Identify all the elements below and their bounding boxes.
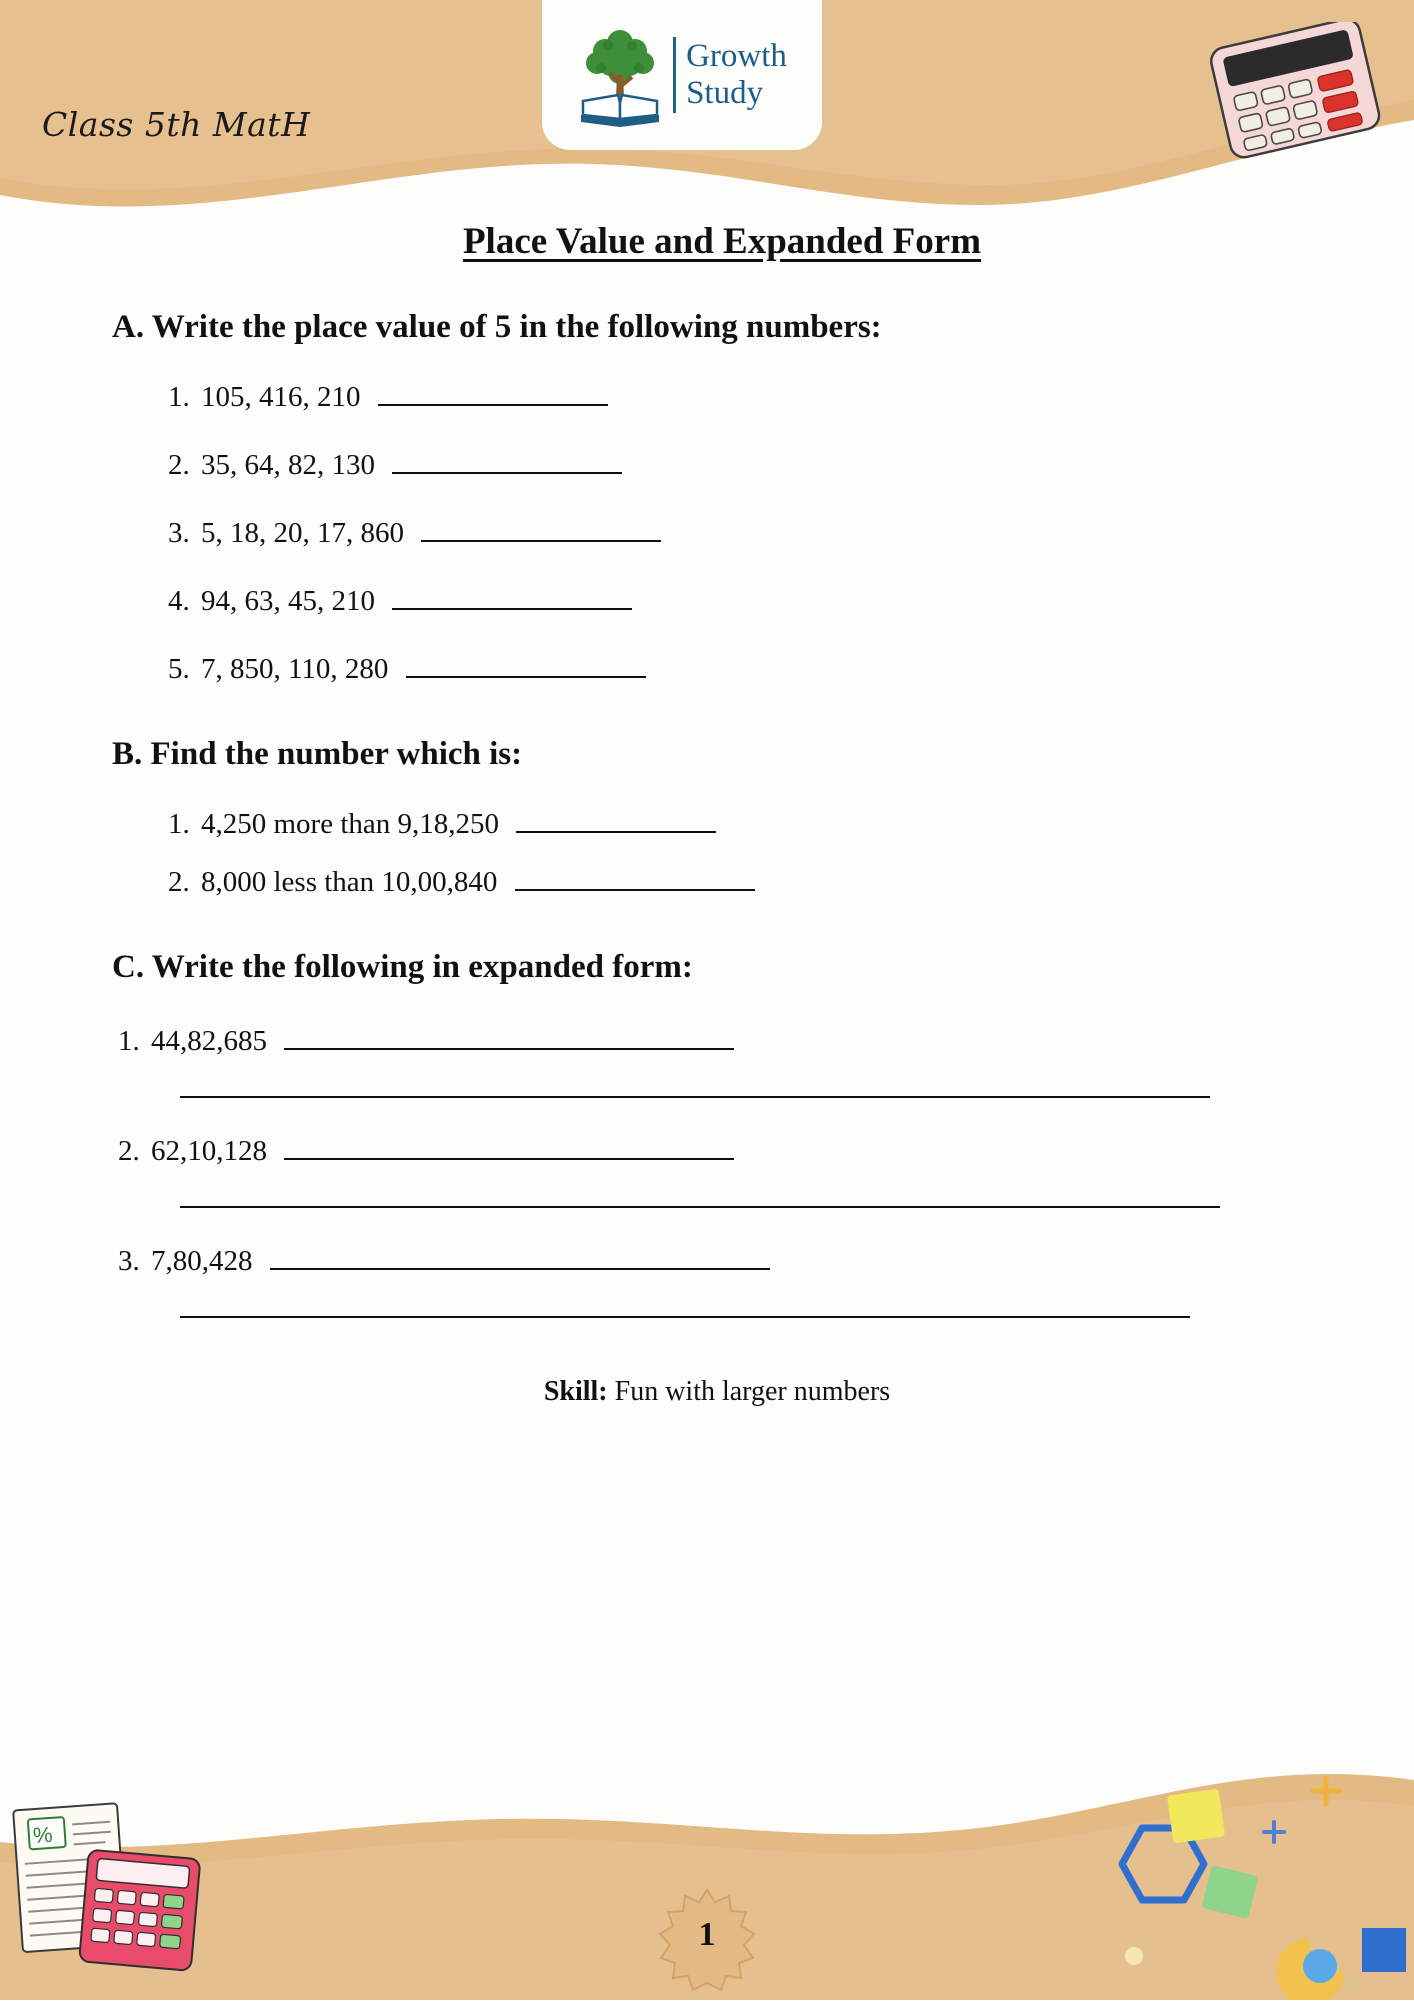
question-a5-number: 5. bbox=[168, 653, 190, 685]
section-a-heading: A. Write the place value of 5 in the following numbers: bbox=[112, 309, 882, 345]
question-b2-text: 8,000 less than 10,00,840 bbox=[201, 866, 498, 898]
section-b-questions bbox=[0, 807, 1414, 899]
question-c3-number: 3. bbox=[118, 1245, 140, 1277]
brand-line-1: Growth bbox=[686, 38, 787, 75]
question-a4 bbox=[168, 584, 1414, 618]
answer-blank-a3[interactable] bbox=[421, 516, 661, 542]
answer-blank-b1[interactable] bbox=[516, 807, 716, 833]
answer-blank-b2[interactable] bbox=[515, 865, 755, 891]
section-a bbox=[0, 309, 1414, 686]
calculator-notepad-icon bbox=[10, 1788, 215, 1978]
question-b1-text: 4,250 more than 9,18,250 bbox=[201, 808, 500, 840]
answer-blank-c3[interactable] bbox=[270, 1244, 770, 1270]
question-b1 bbox=[168, 807, 1414, 841]
question-c1 bbox=[118, 1024, 1414, 1058]
answer-blank-a1[interactable] bbox=[378, 380, 608, 406]
calculator-icon bbox=[1202, 22, 1392, 162]
page-number-badge bbox=[655, 1888, 759, 1992]
question-a3-number: 3. bbox=[168, 517, 190, 549]
question-c2-text: 62,10,128 bbox=[151, 1135, 267, 1167]
question-c2 bbox=[118, 1134, 1414, 1168]
question-c3-text: 7,80,428 bbox=[151, 1245, 253, 1277]
question-a5-text: 7, 850, 110, 280 bbox=[201, 653, 389, 685]
brand-name bbox=[686, 38, 787, 112]
question-b2-number: 2. bbox=[168, 866, 190, 898]
question-a1-number: 1. bbox=[168, 381, 190, 413]
page-title: Place Value and Expanded Form bbox=[462, 221, 982, 262]
question-c3 bbox=[118, 1244, 1414, 1278]
skill-line bbox=[0, 1376, 1414, 1408]
skill-text: Fun with larger numbers bbox=[614, 1376, 891, 1407]
question-a3 bbox=[168, 516, 1414, 550]
brand-line-2: Study bbox=[686, 75, 764, 111]
answer-blank-c1[interactable] bbox=[284, 1024, 734, 1050]
worksheet-content bbox=[0, 196, 1414, 1408]
answer-rule-c2[interactable] bbox=[180, 1206, 1220, 1208]
section-b bbox=[0, 736, 1414, 899]
page-number: 1 bbox=[698, 1916, 716, 1953]
svg-text:%: % bbox=[32, 1821, 54, 1849]
geometry-shapes-icon bbox=[1114, 1770, 1414, 2000]
question-c1-number: 1. bbox=[118, 1025, 140, 1057]
brand-divider bbox=[673, 37, 676, 113]
answer-rule-c1[interactable] bbox=[180, 1096, 1210, 1098]
section-c-heading: C. Write the following in expanded form: bbox=[112, 949, 693, 985]
question-a2-number: 2. bbox=[168, 449, 190, 481]
question-a2 bbox=[168, 448, 1414, 482]
section-c bbox=[0, 949, 1414, 1318]
tree-book-icon bbox=[577, 23, 663, 127]
question-a3-text: 5, 18, 20, 17, 860 bbox=[201, 517, 404, 549]
question-a1-text: 105, 416, 210 bbox=[201, 381, 361, 413]
question-a1 bbox=[168, 380, 1414, 414]
answer-blank-a4[interactable] bbox=[392, 584, 632, 610]
question-c2-number: 2. bbox=[118, 1135, 140, 1167]
answer-blank-c2[interactable] bbox=[284, 1134, 734, 1160]
question-b2 bbox=[168, 865, 1414, 899]
question-b1-number: 1. bbox=[168, 808, 190, 840]
question-a5 bbox=[168, 652, 1414, 686]
question-c1-text: 44,82,685 bbox=[151, 1025, 267, 1057]
answer-blank-a2[interactable] bbox=[392, 448, 622, 474]
question-a4-number: 4. bbox=[168, 585, 190, 617]
answer-blank-a5[interactable] bbox=[406, 652, 646, 678]
question-a2-text: 35, 64, 82, 130 bbox=[201, 449, 375, 481]
class-label: Class 5th MatH bbox=[42, 105, 311, 144]
skill-label: Skill: bbox=[543, 1376, 608, 1407]
brand-logo bbox=[542, 0, 822, 150]
section-a-questions bbox=[0, 380, 1414, 686]
question-a4-text: 94, 63, 45, 210 bbox=[201, 585, 375, 617]
answer-rule-c3[interactable] bbox=[180, 1316, 1190, 1318]
section-b-heading: B. Find the number which is: bbox=[112, 736, 523, 772]
